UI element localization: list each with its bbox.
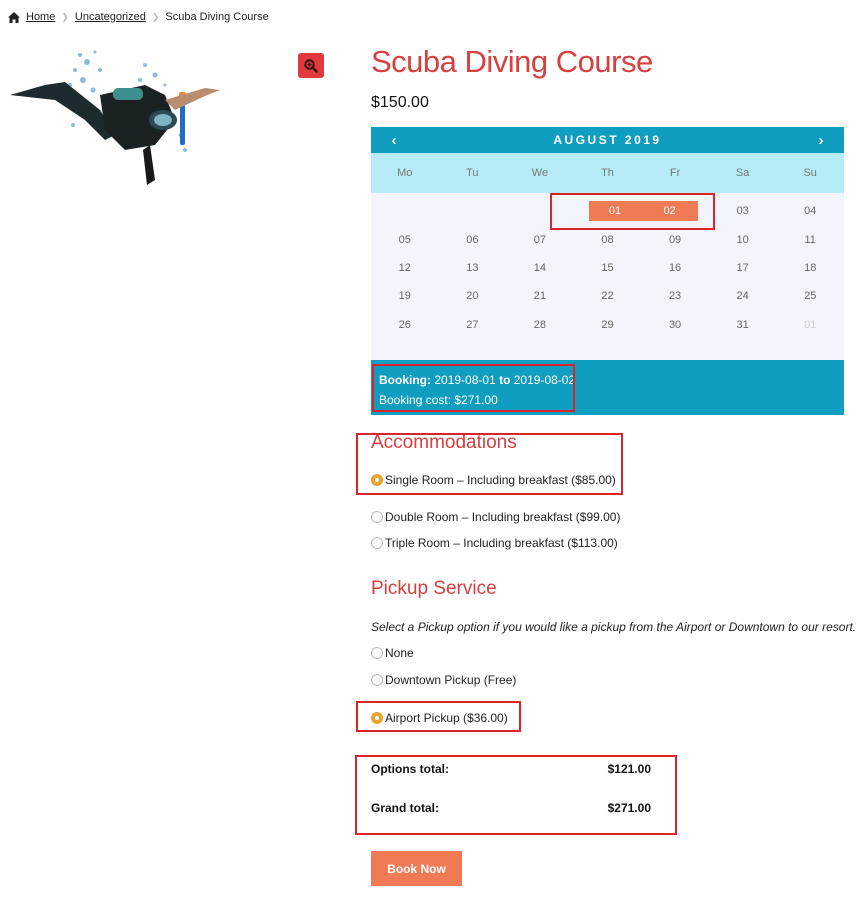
option-label: None: [385, 646, 414, 660]
breadcrumb-current: Scuba Diving Course: [165, 11, 269, 23]
calendar-day[interactable]: 30: [668, 318, 682, 331]
breadcrumb-category-link[interactable]: Uncategorized: [74, 11, 146, 23]
product-price: $150.00: [371, 94, 429, 111]
calendar-week: [371, 282, 844, 310]
pickup-option-none[interactable]: [371, 646, 414, 660]
booking-dates: [379, 370, 836, 390]
radio-unchecked-icon[interactable]: [371, 511, 383, 523]
calendar-day[interactable]: 29: [601, 318, 614, 331]
grand-total-value: $271.00: [607, 801, 651, 815]
calendar-day[interactable]: 21: [533, 290, 547, 303]
product-image[interactable]: [5, 40, 230, 190]
calendar-day-selected[interactable]: 01: [589, 201, 642, 221]
calendar-month-label: AUGUST 2019: [553, 133, 662, 147]
weekday-label: Fr: [669, 167, 681, 179]
breadcrumb-home-link[interactable]: Home: [26, 11, 56, 23]
calendar-day[interactable]: 15: [601, 261, 614, 274]
pickup-note: Select a Pickup option if you would like a pickup from the Airport or Downtown to our resort.: [371, 620, 857, 634]
calendar-day[interactable]: 04: [804, 205, 817, 218]
option-label: Double Room – Including breakfast ($99.00): [385, 510, 621, 524]
weekday-label: Tu: [466, 167, 479, 179]
radio-checked-icon[interactable]: [371, 712, 383, 724]
image-zoom-button[interactable]: [298, 53, 324, 78]
calendar-day[interactable]: 12: [398, 261, 411, 274]
calendar-day[interactable]: 07: [533, 233, 547, 246]
calendar-day-selected[interactable]: 02: [641, 201, 698, 221]
calendar-day[interactable]: 11: [804, 233, 816, 246]
option-label: Airport Pickup ($36.00): [385, 711, 508, 725]
booking-cost-label: Booking cost:: [379, 393, 452, 407]
weekday-label: Mo: [397, 167, 413, 179]
calendar-day-next-month: 01: [804, 318, 817, 331]
pickup-option-downtown[interactable]: [371, 673, 516, 687]
calendar-day-empty: [371, 201, 439, 221]
calendar-day[interactable]: 24: [736, 290, 749, 303]
calendar-day[interactable]: 18: [804, 261, 817, 274]
weekday-label: Th: [601, 167, 614, 179]
radio-unchecked-icon[interactable]: [371, 537, 383, 549]
calendar-day[interactable]: 13: [466, 261, 479, 274]
accommodations-title: Accommodations: [371, 432, 517, 453]
calendar-day[interactable]: 26: [398, 318, 411, 331]
accommodation-option-double[interactable]: [371, 510, 620, 524]
accommodation-option-single[interactable]: [371, 473, 616, 487]
calendar-day[interactable]: 16: [668, 261, 682, 274]
calendar-week: [371, 197, 844, 225]
calendar-day[interactable]: 20: [466, 290, 479, 303]
booking-cost-value: $271.00: [454, 393, 498, 407]
breadcrumb-separator-icon: ❯: [151, 11, 160, 22]
weekday-label: Su: [803, 167, 817, 179]
calendar-day[interactable]: 14: [533, 261, 547, 274]
pickup-title: Pickup Service: [371, 578, 497, 599]
prev-month-icon[interactable]: ‹: [391, 131, 397, 149]
book-now-button[interactable]: Book Now: [371, 851, 462, 886]
product-summary: [371, 40, 845, 112]
booking-label: Booking:: [379, 373, 431, 387]
calendar-day[interactable]: 27: [466, 318, 479, 331]
product-title: Scuba Diving Course: [371, 44, 653, 79]
calendar-day[interactable]: 19: [398, 290, 411, 303]
calendar-weekdays: [371, 153, 844, 193]
calendar-day[interactable]: 25: [804, 290, 817, 303]
next-month-icon[interactable]: ›: [818, 131, 824, 149]
calendar-day[interactable]: 22: [601, 290, 614, 303]
calendar-day[interactable]: 06: [466, 233, 479, 246]
booking-end-date: 2019-08-02: [513, 373, 576, 387]
grand-total-row: [371, 801, 651, 815]
calendar-day[interactable]: 03: [736, 205, 749, 218]
accommodation-option-triple[interactable]: [371, 536, 618, 550]
calendar-day[interactable]: 09: [668, 233, 682, 246]
calendar-day[interactable]: 05: [398, 233, 411, 246]
radio-checked-icon[interactable]: [371, 474, 383, 486]
zoom-in-icon: [304, 59, 318, 73]
booking-calendar: [371, 127, 844, 360]
calendar-header: [371, 127, 844, 153]
booking-to-label: to: [499, 373, 511, 387]
calendar-day[interactable]: 10: [736, 233, 749, 246]
calendar-day[interactable]: 17: [736, 261, 749, 274]
options-total-row: [371, 762, 651, 776]
weekday-label: We: [531, 167, 549, 179]
option-label: Single Room – Including breakfast ($85.00): [385, 473, 616, 487]
radio-unchecked-icon[interactable]: [371, 647, 383, 659]
breadcrumb-separator-icon: ❯: [61, 11, 69, 22]
weekday-label: Sa: [735, 167, 750, 179]
calendar-day-empty: [439, 201, 507, 221]
option-label: Downtown Pickup (Free): [385, 673, 517, 687]
radio-unchecked-icon[interactable]: [371, 674, 383, 686]
calendar-week: [371, 254, 844, 282]
breadcrumb: [8, 11, 269, 23]
calendar-day[interactable]: 31: [736, 318, 749, 331]
calendar-day[interactable]: 23: [668, 290, 682, 303]
pickup-option-airport[interactable]: [371, 711, 508, 725]
booking-cost: [379, 390, 836, 410]
option-label: Triple Room – Including breakfast ($113.00): [385, 536, 618, 550]
booking-start-date: 2019-08-01: [434, 373, 496, 387]
calendar-days: [371, 193, 844, 360]
calendar-week: [371, 225, 844, 253]
options-total-label: Options total:: [371, 762, 449, 776]
calendar-day[interactable]: 08: [601, 233, 614, 246]
calendar-day[interactable]: 28: [533, 318, 547, 331]
home-icon: [8, 12, 20, 23]
calendar-day-empty: [506, 201, 574, 221]
options-total-value: $121.00: [607, 762, 651, 776]
booking-summary: [371, 360, 844, 415]
calendar-week: [371, 311, 844, 339]
grand-total-label: Grand total:: [371, 801, 439, 815]
